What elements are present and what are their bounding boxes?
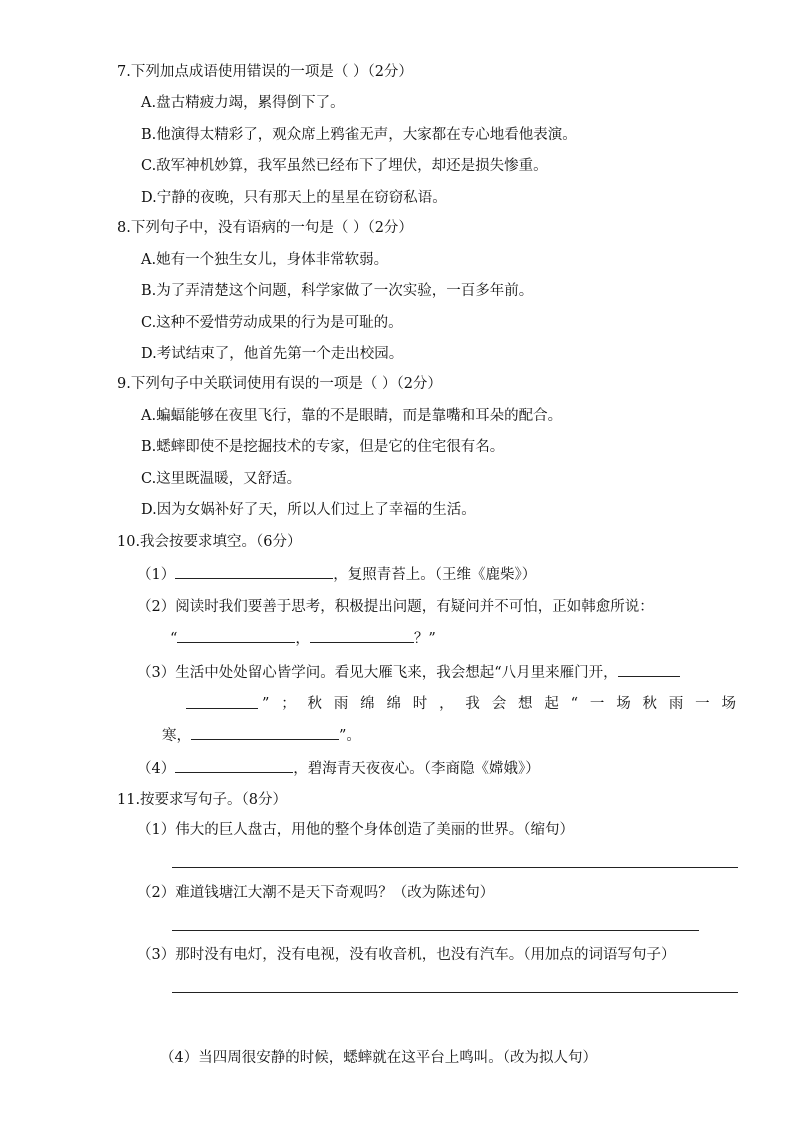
- question-8-option-b: B.为了弄清楚这个问题，科学家做了一次实验，一百多年前。: [141, 283, 534, 299]
- question-11-part-3: （3）那时没有电灯，没有电视，没有收音机，也没有汽车。（用加点的词语写句子）: [137, 947, 676, 963]
- continuation-char: “: [570, 696, 579, 712]
- continuation-char: 时: [412, 696, 428, 712]
- continuation-char: 起: [544, 696, 559, 712]
- question-8-option-d: D.考试结束了，他首先第一个走出校园。: [141, 346, 404, 362]
- continuation-char: ；: [281, 696, 296, 712]
- part-text: ，碧海青天夜夜心。（李商隐《嫦娥》）: [293, 761, 540, 777]
- continuation-char: 会: [491, 696, 507, 712]
- part-text: 阅读时我们要善于思考，积极提出问题，有疑问并不可怕，正如韩愈所说：: [175, 599, 654, 615]
- question-8-option-a: A.她有一个独生女儿，身体非常软弱。: [141, 252, 389, 268]
- question-10-part-3-continuation: [262, 694, 736, 714]
- question-7-option-b: B.他演得太精彩了，观众席上鸦雀无声，大家都在专心地看他表演。: [141, 127, 577, 143]
- question-10-stem: 10.我会按要求填空。（6分）: [117, 534, 302, 550]
- fill-blank[interactable]: [310, 628, 414, 643]
- question-10-part-1: [137, 564, 536, 585]
- part-number: （4）: [137, 761, 176, 777]
- fill-blank[interactable]: [618, 662, 680, 677]
- part-text: ”。: [339, 728, 361, 744]
- continuation-char: 想: [518, 696, 533, 712]
- question-9-option-b: B.蟋蟀即使不是挖掘技术的专家，但是它的住宅很有名。: [141, 439, 505, 455]
- fill-blank[interactable]: [175, 758, 293, 773]
- continuation-char: 秋: [307, 696, 323, 712]
- part-number: （3）: [137, 665, 176, 681]
- question-9-option-a: A.蝙蝠能够在夜里飞行，靠的不是眼睛，而是靠嘴和耳朵的配合。: [141, 408, 563, 424]
- continuation-char: 场: [616, 696, 631, 712]
- part-number: （2）: [137, 599, 176, 615]
- question-10-part-3-end: [162, 725, 361, 746]
- question-10-part-3-blank: [186, 694, 258, 715]
- question-7-option-c: C.敌军神机妙算，我军虽然已经布下了埋伏，却还是损失惨重。: [141, 158, 548, 174]
- answer-line[interactable]: [172, 867, 738, 868]
- open-quote: “: [170, 631, 178, 647]
- fill-blank[interactable]: [191, 725, 339, 740]
- continuation-char: 一: [589, 696, 605, 712]
- fill-blank[interactable]: [186, 694, 258, 709]
- comma: ，: [295, 631, 310, 647]
- part-text: 生活中处处留心皆学问。看见大雁飞来，我会想起“八月里来雁门开，: [175, 665, 618, 681]
- fill-blank[interactable]: [177, 628, 295, 643]
- part-text: ，复照青苔上。（王维《鹿柴》）: [333, 567, 537, 583]
- question-9-stem: 9.下列句子中关联词使用有误的一项是（ ）（2分）: [117, 376, 442, 392]
- question-9-option-c: C.这里既温暖，又舒适。: [141, 471, 302, 487]
- part-number: （1）: [137, 567, 176, 583]
- question-10-part-2-blanks: [170, 628, 436, 649]
- continuation-char: 雨: [668, 696, 684, 712]
- answer-line[interactable]: [172, 992, 738, 993]
- continuation-char: 一: [695, 696, 710, 712]
- question-11-part-4: （4）当四周很安静的时候，蟋蟀就在这平台上鸣叫。（改为拟人句）: [160, 1050, 597, 1066]
- fill-blank[interactable]: [175, 564, 333, 579]
- question-9-option-d: D.因为女娲补好了天，所以人们过上了幸福的生活。: [141, 502, 476, 518]
- continuation-char: 绵: [360, 696, 375, 712]
- question-10-part-3: [137, 662, 680, 683]
- question-8-option-c: C.这种不爱惜劳动成果的行为是可耻的。: [141, 315, 403, 331]
- continuation-char: 我: [465, 696, 480, 712]
- question-11-part-1: （1）伟大的巨人盘古，用他的整个身体创造了美丽的世界。（缩句）: [137, 822, 574, 838]
- question-8-stem: 8.下列句子中，没有语病的一句是（ ）（2分）: [117, 220, 413, 236]
- continuation-char: 秋: [642, 696, 658, 712]
- continuation-char: ，: [439, 696, 454, 712]
- question-7-option-a: A.盘古精疲力竭，累得倒下了。: [141, 95, 345, 111]
- continuation-char: 绵: [386, 696, 401, 712]
- question-7-stem: 7.下列加点成语使用错误的一项是（ ）（2分）: [117, 64, 413, 80]
- answer-line[interactable]: [172, 930, 699, 931]
- continuation-char: ”: [262, 696, 270, 712]
- part-text: 寒，: [162, 728, 191, 744]
- question-11-part-2: （2）难道钱塘江大潮不是天下奇观吗？（改为陈述句）: [137, 885, 495, 901]
- close-quote: ？”: [413, 631, 436, 647]
- question-10-part-4: [137, 758, 540, 779]
- continuation-char: 雨: [333, 696, 349, 712]
- continuation-char: 场: [721, 696, 736, 712]
- question-11-stem: 11.按要求写句子。（8分）: [117, 792, 288, 808]
- question-10-part-2: [137, 597, 654, 617]
- question-7-option-d: D.宁静的夜晚，只有那天上的星星在窃窃私语。: [141, 190, 447, 206]
